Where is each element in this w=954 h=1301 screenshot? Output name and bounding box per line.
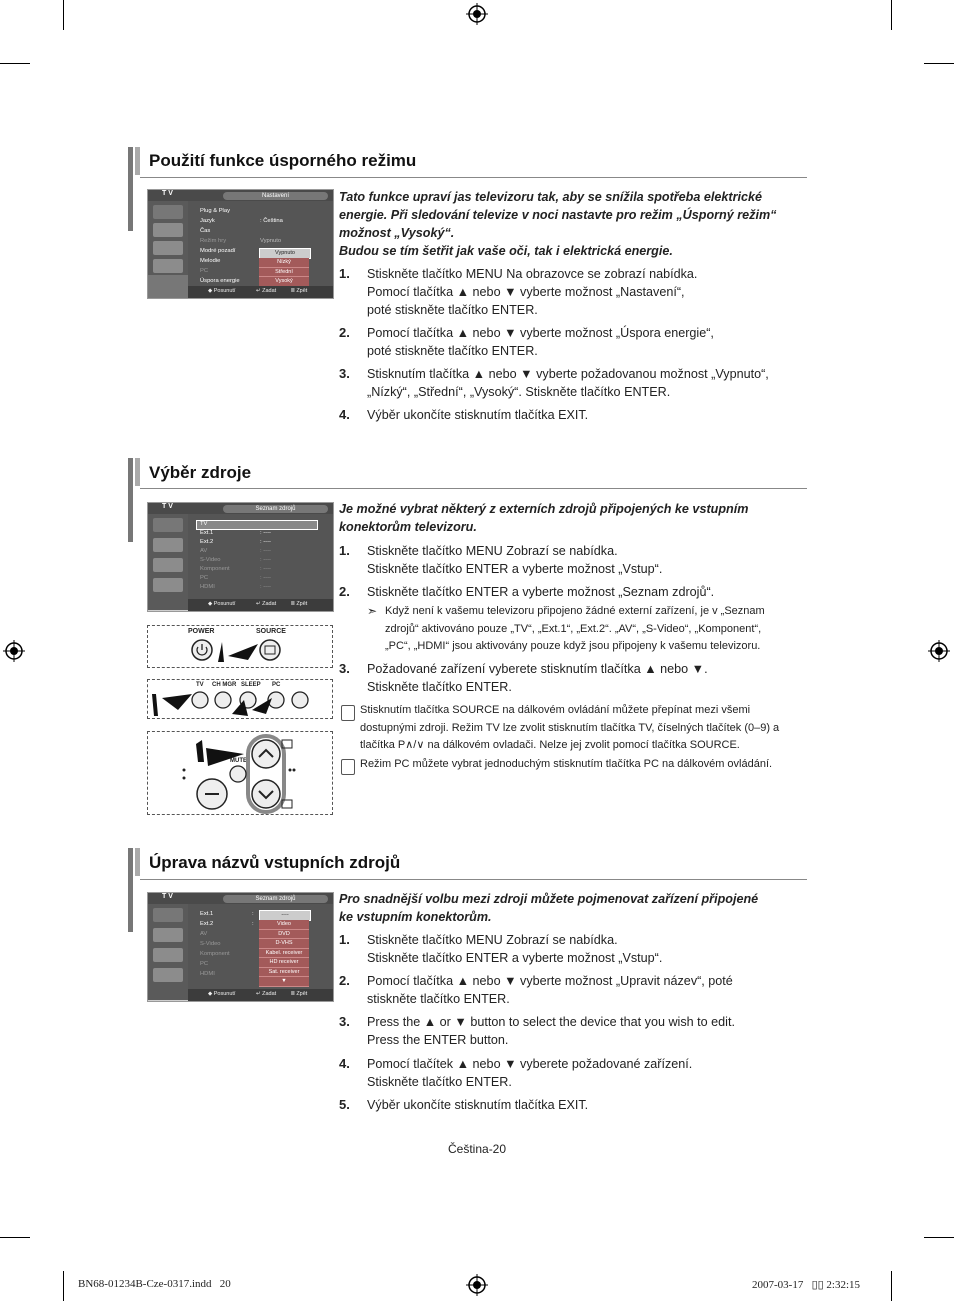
note-icon xyxy=(341,705,355,721)
osd-sound-icon xyxy=(153,948,183,962)
osd-footer-move: ◆ Posunutí xyxy=(208,288,236,294)
section2-step-3: 3. Požadované zařízení vyberete stisknutím tlačítka ▲ nebo ▼. Stiskněte tlačítko ENTER. xyxy=(339,661,708,694)
osd-row: Úspora energie xyxy=(200,278,240,284)
osd-option: Nízký xyxy=(259,258,309,268)
osd-value: : ---- xyxy=(260,566,271,572)
osd-row: HDMI xyxy=(200,971,215,977)
remote-volume-channel-illustration xyxy=(147,731,333,815)
section3-step-4: 4. Pomocí tlačítek ▲ nebo ▼ vyberete požadované zařízení. Stiskněte tlačítko ENTER. xyxy=(339,1056,693,1089)
osd-footer-back: Ⅲ Zpět xyxy=(291,288,308,294)
osd-row: Ext.1 xyxy=(200,530,214,536)
section3-intro: Pro snadnější volbu mezi zdroji můžete pojmenovat zařízení připojené ke vstupním konektorům. xyxy=(339,892,759,924)
osd-option: Sat. receiver xyxy=(259,968,309,978)
osd-value: : ---- xyxy=(260,548,271,554)
tv-osd-settings-menu xyxy=(147,189,334,299)
osd-row: Ext.2 xyxy=(200,921,214,927)
section1-step-4: 4. Výběr ukončíte stisknutím tlačítka EXIT. xyxy=(339,407,589,422)
section3-step-1: 1. Stiskněte tlačítko MENU Zobrazí se nabídka. Stiskněte tlačítko ENTER a vyberte možnost „Vstup“. xyxy=(339,932,663,965)
footer-date: 2007-03-17 ▯▯ 2:32:15 xyxy=(752,1279,861,1291)
osd-option-selected: Vypnuto xyxy=(259,248,311,259)
remote-source-label: SOURCE xyxy=(256,628,286,635)
osd-sound-icon xyxy=(153,241,183,255)
osd-option: DVD xyxy=(259,930,309,940)
osd-option: Střední xyxy=(259,268,309,278)
osd-value: : ---- xyxy=(260,575,271,581)
osd-tab: Seznam zdrojů xyxy=(223,895,328,903)
osd-row: Režim hry xyxy=(200,238,227,244)
osd-footer-enter: ↵ Zadat xyxy=(256,991,277,997)
registration-mark-right xyxy=(928,640,950,662)
osd-row: HDMI xyxy=(200,584,215,590)
osd-value: : ---- xyxy=(260,584,271,590)
osd-tab: Nastavení xyxy=(223,192,328,200)
osd-row: PC xyxy=(200,961,209,967)
remote-tv-pc-illustration xyxy=(147,679,333,719)
osd-row: S-Video xyxy=(200,557,221,563)
osd-channel-icon xyxy=(153,968,183,982)
osd-tab: Seznam zdrojů xyxy=(223,505,328,513)
section1-step-1: 1. Stiskněte tlačítko MENU Na obrazovce se zobrazí nabídka. Pomocí tlačítka ▲ nebo ▼ vyberte možnost „Nastavení“, poté stiskněte tlačítko ENTER. xyxy=(339,266,698,317)
page-number: Čeština-20 xyxy=(448,1142,507,1156)
osd-input-icon xyxy=(153,518,183,532)
osd-tv-label: T V xyxy=(162,893,173,900)
osd-footer-back: Ⅲ Zpět xyxy=(291,991,308,997)
remote-mute-label: MUTE xyxy=(230,758,247,764)
section2-subnote: ➣ Když není k vašemu televizoru připojeno žádné externí zařízení, je v „Seznam zdrojů“ aktivováno pouze „TV“, „Ext.1“, „Ext.2“. „AV“, „S-Video“, „Komponent“, „PC“, „HDMI“ jsou aktivovány pouze když jsou připojeny k vašemu televizoru. xyxy=(367,604,765,652)
osd-row: AV xyxy=(200,548,208,554)
osd-value: : ---- xyxy=(260,539,271,545)
section3-step-5: 5. Výběr ukončíte stisknutím tlačítka EXIT. xyxy=(339,1097,589,1112)
note-icon xyxy=(341,759,355,775)
remote-sleep-label: SLEEP xyxy=(241,682,261,688)
registration-mark-bottom xyxy=(466,1274,488,1296)
osd-footer-back: Ⅲ Zpět xyxy=(291,601,308,607)
osd-row: PC xyxy=(200,268,209,274)
registration-mark-top xyxy=(466,3,488,25)
osd-sound-icon xyxy=(153,558,183,572)
osd-value: : xyxy=(252,921,254,927)
osd-row: Plug & Play xyxy=(200,208,230,214)
osd-input-icon xyxy=(153,908,183,922)
section1-intro: Tato funkce upraví jas televizoru tak, aby se snížila spotřeba elektrické energie. Při sledování televize v noci nastavte pro režim „Úsporný režim“ možnost „Vysoký“. Budou se tím šetřit jak vaše oči, tak i elektrická energie. xyxy=(339,190,777,258)
osd-row: Komponent xyxy=(200,566,230,572)
osd-row: Ext.2 xyxy=(200,539,214,545)
osd-channel-icon xyxy=(153,578,183,592)
remote-chmgr-label: CH MGR xyxy=(212,682,237,688)
osd-value: : ---- xyxy=(260,557,271,563)
section1-step-2: 2. Pomocí tlačítka ▲ nebo ▼ vyberte možnost „Úspora energie“, poté stiskněte tlačítko ENTER. xyxy=(339,325,714,358)
osd-footer-enter: ↵ Zadat xyxy=(256,288,277,294)
osd-row: Čas xyxy=(200,228,211,234)
osd-tv-label: T V xyxy=(162,190,173,197)
remote-power-label: POWER xyxy=(188,628,215,635)
osd-row: PC xyxy=(200,575,209,581)
osd-footer-enter: ↵ Zadat xyxy=(256,601,277,607)
section2-intro: Je možné vybrat některý z externích zdrojů připojených ke vstupním konektorům televizoru. xyxy=(339,502,749,534)
remote-tv-label: TV xyxy=(196,682,204,688)
section-title-energy-saving: Použití funkce úsporného režimu xyxy=(149,151,417,170)
osd-value: : Čeština xyxy=(260,218,283,224)
osd-picture-icon xyxy=(153,538,183,552)
remote-power-source-illustration xyxy=(147,625,333,668)
osd-picture-icon xyxy=(153,223,183,237)
osd-value: : ---- xyxy=(260,530,271,536)
osd-tv-label: T V xyxy=(162,503,173,510)
osd-row: Jazyk xyxy=(200,218,215,224)
osd-setup-icon xyxy=(148,275,188,298)
osd-option: Vysoký xyxy=(259,277,309,287)
osd-row: AV xyxy=(200,931,208,937)
osd-option-selected: ---- xyxy=(259,910,311,921)
section-title-edit-names: Úprava názvů vstupních zdrojů xyxy=(149,853,401,872)
osd-picture-icon xyxy=(153,928,183,942)
osd-option: Kabel. receiver xyxy=(259,949,309,959)
section3-step-2: 2. Pomocí tlačítka ▲ nebo ▼ vyberte možnost „Upravit název“, poté stiskněte tlačítko ENTER. xyxy=(339,973,733,1006)
osd-option: Video xyxy=(259,920,309,930)
section-title-source-select: Výběr zdroje xyxy=(149,463,252,482)
tv-osd-edit-names xyxy=(147,892,334,1002)
section3-step-3: 3. Press the ▲ or ▼ button to select the device that you wish to edit. Press the ENTER button. xyxy=(339,1014,735,1047)
osd-row: Modré pozadí xyxy=(200,248,236,254)
section2-note-1: Stisknutím tlačítka SOURCE na dálkovém ovládání můžete přepínat mezi všemi dostupnými zdroji. Režim TV lze zvolit stisknutím tlačítka TV, číselných tlačítek (0–9) a tlačítka P∧/∨ na dálkovém ovladači. Nelze jej zvolit pomocí tlačítka SOURCE. xyxy=(360,704,780,751)
osd-row: TV xyxy=(200,521,208,527)
registration-mark-left xyxy=(3,640,25,662)
osd-row: Melodie xyxy=(200,258,221,264)
osd-option: D-VHS xyxy=(259,939,309,949)
osd-value: : xyxy=(252,911,254,917)
osd-input-icon xyxy=(153,205,183,219)
section1-step-3: 3. Stisknutím tlačítka ▲ nebo ▼ vyberte požadovanou možnost „Vypnuto“, „Nízký“, „Střední“, „Vysoký“. Stiskněte tlačítko ENTER. xyxy=(339,366,769,399)
osd-row: Komponent xyxy=(200,951,230,957)
osd-row: S-Video xyxy=(200,941,221,947)
osd-channel-icon xyxy=(153,259,183,273)
section2-note-2: Režim PC můžete vybrat jednoduchým stisknutím tlačítka PC na dálkovém ovládání. xyxy=(360,758,773,770)
osd-option: ▼ xyxy=(259,977,309,987)
osd-footer-move: ◆ Posunutí xyxy=(208,601,236,607)
remote-pc-label: PC xyxy=(272,682,281,688)
osd-row: Ext.1 xyxy=(200,911,214,917)
section2-step-2: 2. Stiskněte tlačítko ENTER a vyberte možnost „Seznam zdrojů“. xyxy=(339,584,715,599)
section2-step-1: 1. Stiskněte tlačítko MENU Zobrazí se nabídka. Stiskněte tlačítko ENTER a vyberte možnost „Vstup“. xyxy=(339,543,663,576)
osd-option: HD receiver xyxy=(259,958,309,968)
osd-value: Vypnuto xyxy=(260,238,282,244)
footer-filename: BN68-01234B-Cze-0317.indd 20 xyxy=(78,1278,231,1290)
osd-footer-move: ◆ Posunutí xyxy=(208,991,236,997)
tv-osd-source-list xyxy=(147,502,334,612)
